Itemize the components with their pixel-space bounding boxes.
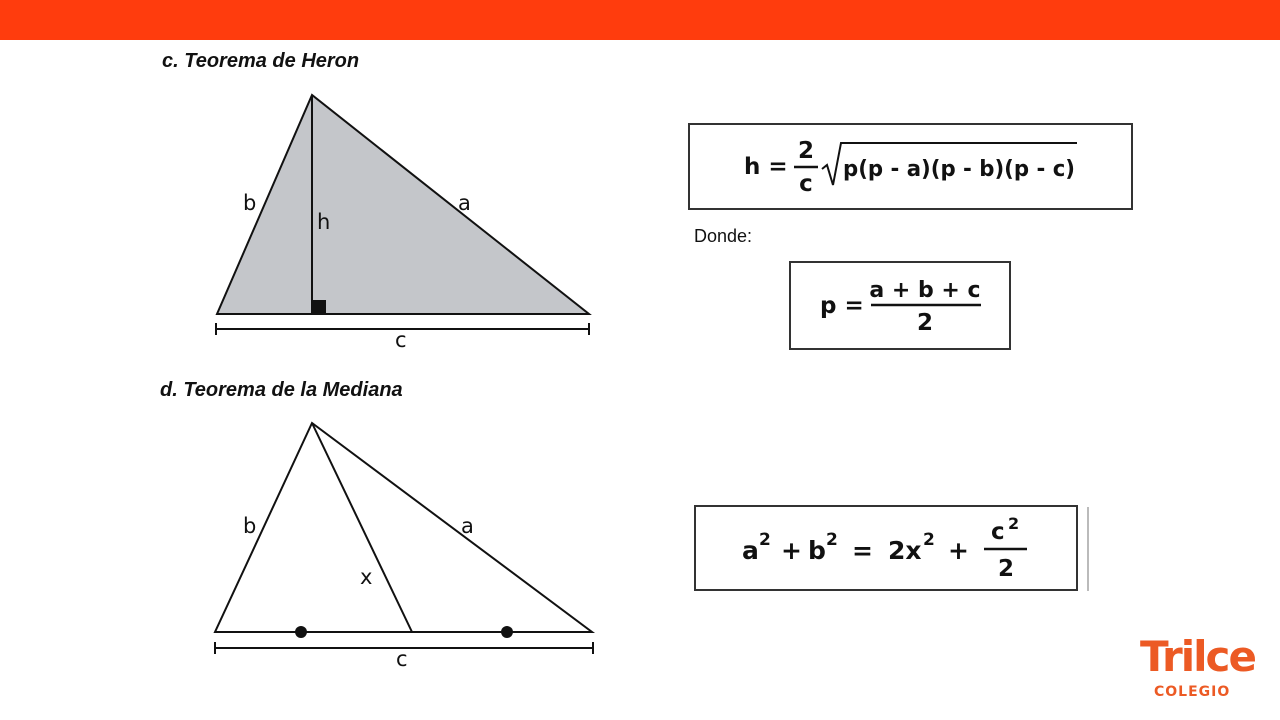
- heron-label-b: b: [243, 191, 257, 215]
- median-label-c: c: [396, 647, 408, 671]
- heron-label-a: a: [458, 191, 471, 215]
- height-formula: [690, 125, 1131, 208]
- median-triangle: [215, 423, 592, 632]
- mf-frac-numerator-c: c: [991, 519, 1005, 545]
- midpoint-marker-left: [295, 626, 307, 638]
- p-formula-lhs: p =: [820, 293, 864, 319]
- divider-line: [1087, 507, 1089, 591]
- median-formula: [696, 507, 1076, 589]
- mf-2x: 2x: [888, 536, 922, 565]
- h-formula-numerator: 2: [797, 138, 815, 164]
- median-label-b: b: [243, 514, 257, 538]
- median-triangle-figure: [215, 423, 593, 671]
- median-line: [312, 423, 412, 632]
- p-formula-denominator: 2: [916, 310, 934, 336]
- mf-a: a: [742, 536, 759, 565]
- h-formula-lhs: h =: [744, 154, 788, 180]
- mf-b: b: [808, 536, 826, 565]
- heron-theorem-heading: c. Teorema de Heron: [162, 50, 360, 72]
- logo-name: Trilce: [1140, 632, 1255, 681]
- mf-plus-2: +: [948, 536, 969, 565]
- midpoint-marker-right: [501, 626, 513, 638]
- heron-label-c: c: [395, 328, 407, 352]
- mf-equals: =: [852, 536, 873, 565]
- median-formula-box: [694, 505, 1078, 591]
- mf-plus-1: +: [781, 536, 802, 565]
- heron-triangle: [217, 95, 589, 314]
- height-formula-box: [688, 123, 1133, 210]
- donde-label: Donde:: [694, 226, 753, 246]
- right-angle-marker: [312, 300, 326, 314]
- semiperimeter-formula: [791, 263, 1009, 348]
- h-formula-denominator: c: [799, 171, 813, 197]
- median-label-x: x: [360, 565, 373, 589]
- semiperimeter-formula-box: [789, 261, 1011, 350]
- mf-a-exponent: 2: [759, 530, 771, 550]
- heron-label-h: h: [317, 210, 331, 234]
- mf-x-exponent: 2: [923, 530, 935, 550]
- logo-subtitle: COLEGIO: [1154, 684, 1231, 700]
- heron-triangle-figure: [216, 95, 589, 352]
- trilce-logo: [1140, 632, 1268, 700]
- h-formula-radicand: p(p - a)(p - b)(p - c): [843, 157, 1075, 182]
- p-formula-numerator: a + b + c: [869, 278, 981, 303]
- mf-b-exponent: 2: [826, 530, 838, 550]
- mf-frac-denominator: 2: [997, 556, 1015, 582]
- median-label-a: a: [461, 514, 474, 538]
- mf-c-exponent: 2: [1008, 514, 1020, 533]
- median-theorem-heading: d. Teorema de la Mediana: [160, 379, 403, 401]
